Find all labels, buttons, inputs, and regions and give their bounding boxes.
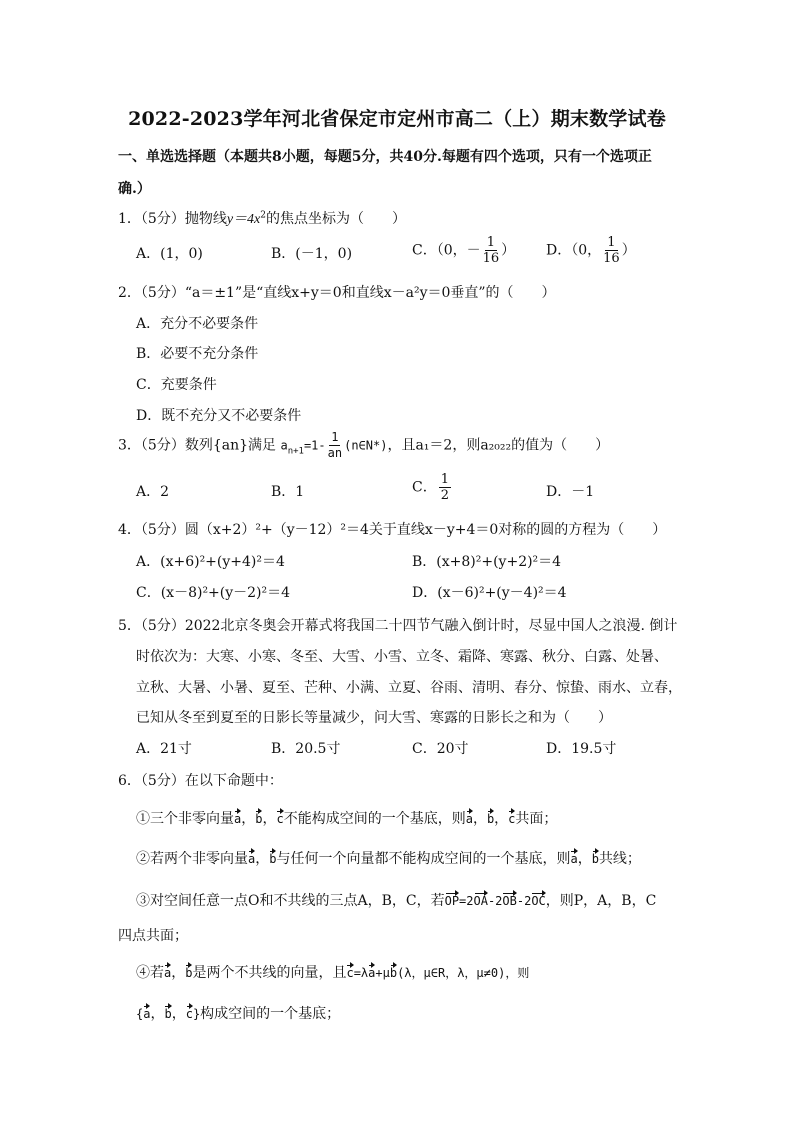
q6-p4-cond: (λ，μ∈R，λ，μ≠0)，则 [397, 966, 530, 980]
q3-prefix: 3．（5分）数列{an}满足 [118, 437, 276, 454]
q3-f-den: an [327, 446, 343, 460]
q1-d-fraction [603, 235, 620, 266]
vector-oc: OC [531, 891, 545, 908]
q3-lhs: a [280, 438, 288, 453]
vector-b: b [487, 809, 494, 826]
vector-op: OP [445, 891, 459, 908]
question-5-line-2: 时依次为：大寒、小寒、冬至、大雪、小雪、立冬、霜降、寒露、秋分、白露、处暑、 [136, 649, 668, 665]
vector-c: c [276, 809, 283, 826]
q5-option-d: D．19.5寸 [546, 741, 617, 757]
q3-c-fraction [439, 472, 451, 503]
q3-lhs-sub: n+1 [287, 446, 304, 457]
q1-d-prefix: D．（0， [546, 242, 602, 259]
vector-ob: OB [502, 891, 516, 908]
page-title: 2022-2023学年河北省保定市定州市高二（上）期末数学试卷 [128, 108, 666, 130]
sep: ， [171, 965, 186, 981]
vector-b: b [185, 963, 192, 980]
q4-option-c: C．(x－8)²+(y－2)²＝4 [136, 585, 291, 601]
section-heading: 一、单选选择题（本题共8小题，每题5分，共40分.每题有四个选项，只有一个选项正 [118, 149, 652, 165]
q1-equation: y＝4x [226, 212, 261, 227]
sep: ， [241, 811, 256, 827]
q1-option-d [546, 235, 636, 266]
q3-c-prefix: C． [412, 479, 437, 496]
vector-a: a [234, 809, 241, 826]
q3-option-d: D．－1 [546, 484, 595, 500]
vector-b: b [269, 849, 276, 866]
q6-proposition-1 [136, 808, 557, 828]
q1-c-suffix: ） [501, 242, 516, 259]
vector-a: a [143, 1004, 150, 1021]
sep: ， [171, 1006, 186, 1022]
q5-option-b: B．20.5寸 [271, 741, 341, 757]
question-3-stem [118, 430, 609, 461]
q3-fraction [328, 430, 342, 461]
section-heading-cont: 确.） [118, 181, 151, 197]
q6-proposition-3-cont: 四点共面； [118, 928, 188, 944]
vector-b: b [255, 809, 262, 826]
q3-suffix: ，且a₁＝2，则a₂₀₂₂的值为（ ） [387, 437, 610, 454]
q6-p1-text-a: ①三个非零向量 [136, 811, 234, 827]
question-5-line-3: 立秋、大暑、小暑、夏至、芒种、小满、立夏、谷雨、清明、春分、惊蛰、雨水、立春， [136, 680, 682, 696]
q6-p2-text-c: 共线； [598, 851, 641, 867]
q1-option-c [412, 235, 515, 266]
q3-option-c [412, 472, 453, 503]
q6-p3-text-b: ，则P，A，B，C [545, 893, 657, 909]
q3-f-num: 1 [331, 430, 339, 444]
q1-prefix: 1．（5分）抛物线 [118, 211, 227, 227]
q5-option-c: C．20寸 [412, 741, 469, 757]
q6-p1-text-c: 共面； [515, 811, 558, 827]
q6-p3-minus-2: -2 [516, 894, 532, 908]
q6-proposition-3 [136, 890, 656, 910]
q1-d-num: 1 [607, 235, 616, 250]
sep: ， [262, 811, 277, 827]
vector-a: a [466, 809, 473, 826]
q6-p1-text-b: 不能构成空间的一个基底，则 [283, 811, 466, 827]
q2-option-d: D．既不充分又不必要条件 [136, 408, 302, 424]
q3-eq: =1- [303, 438, 326, 453]
sep: ， [255, 851, 270, 867]
vector-a: a [570, 849, 577, 866]
sep: ， [494, 811, 509, 827]
q6-p3-text-a: ③对空间任意一点O和不共线的三点A，B，C，若 [136, 893, 445, 909]
q4-option-d: D．(x－6)²+(y－4)²＝4 [412, 585, 567, 601]
q1-exponent: 2 [260, 210, 266, 221]
set-close-brace: } [192, 1007, 201, 1021]
q6-p3-minus-1: -2 [487, 894, 503, 908]
q1-option-a: A．(1，0) [136, 246, 203, 262]
vector-c: c [346, 963, 353, 980]
q3-option-a: A．2 [136, 484, 170, 500]
q1-suffix: 的焦点坐标为（ ） [266, 211, 406, 227]
q4-option-b: B．(x+8)²+(y+2)²＝4 [412, 554, 562, 570]
vector-c: c [508, 809, 515, 826]
question-5-line-1: 5．（5分）2022北京冬奥会开幕式将我国二十四节气融入倒计时，尽显中国人之浪漫. 倒计 [118, 618, 678, 634]
question-1-stem [118, 208, 406, 228]
question-4-stem: 4．（5分）圆（x+2）²+（y－12）²＝4关于直线x－y+4＝0对称的圆的方程为（ ） [118, 522, 667, 538]
vector-oa: OA [474, 891, 488, 908]
sep: ， [577, 851, 592, 867]
q6-p2-text-b: 与任何一个向量都不能构成空间的一个基底，则 [276, 851, 571, 867]
vector-b: b [390, 963, 397, 980]
q1-c-den: 16 [482, 251, 500, 266]
q2-option-a: A．充分不必要条件 [136, 316, 259, 332]
vector-a: a [164, 963, 171, 980]
question-6-stem: 6．（5分）在以下命题中： [118, 773, 283, 789]
question-2-stem: 2．（5分）“a＝±1”是“直线x+y＝0和直线x－a²y＝0垂直”的（ ） [118, 285, 556, 301]
vector-b: b [592, 849, 599, 866]
q3-option-b: B．1 [271, 484, 305, 500]
q2-option-c: C．充要条件 [136, 377, 217, 393]
q6-p4-eq: =λ [353, 966, 369, 980]
q2-option-b: B．必要不充分条件 [136, 346, 259, 362]
sep: ， [150, 1006, 165, 1022]
q3-cond: (n∈N*) [344, 438, 388, 453]
vector-a: a [368, 963, 375, 980]
q6-proposition-4 [136, 962, 529, 982]
q1-d-den: 16 [603, 251, 620, 266]
q3-c-num: 1 [440, 472, 449, 487]
vector-b: b [164, 1004, 171, 1021]
q6-p4-text-a: ④若 [136, 965, 164, 981]
q6-p2-text-a: ②若两个非零向量 [136, 851, 248, 867]
q6-p4-plus: +μ [375, 966, 390, 980]
sep: ， [472, 811, 487, 827]
q6-proposition-2 [136, 848, 641, 868]
q6-p3-eq: =2 [459, 894, 474, 908]
q1-c-sign: － [466, 242, 481, 259]
q6-p4-text-c: 构成空间的一个基底； [200, 1006, 341, 1022]
vector-a: a [248, 849, 255, 866]
set-open-brace: { [136, 1007, 144, 1021]
q6-p4-text-b: 是两个不共线的向量，且 [192, 965, 347, 981]
q6-proposition-4-cont [136, 1003, 340, 1023]
q5-option-a: A．21寸 [136, 741, 192, 757]
q1-option-b: B．(－1，0) [271, 246, 353, 262]
q4-option-a: A．(x+6)²+(y+4)²＝4 [136, 554, 285, 570]
question-5-line-4: 已知从冬至到夏至的日影长等量减少，问大雪、寒露的日影长之和为（ ） [136, 710, 612, 726]
q1-c-fraction [483, 235, 500, 266]
q1-c-num: 1 [486, 235, 496, 250]
q3-c-den: 2 [440, 488, 449, 503]
q1-c-prefix: C．（0， [412, 242, 467, 259]
vector-c: c [186, 1004, 193, 1021]
q1-d-suffix: ） [621, 242, 636, 259]
